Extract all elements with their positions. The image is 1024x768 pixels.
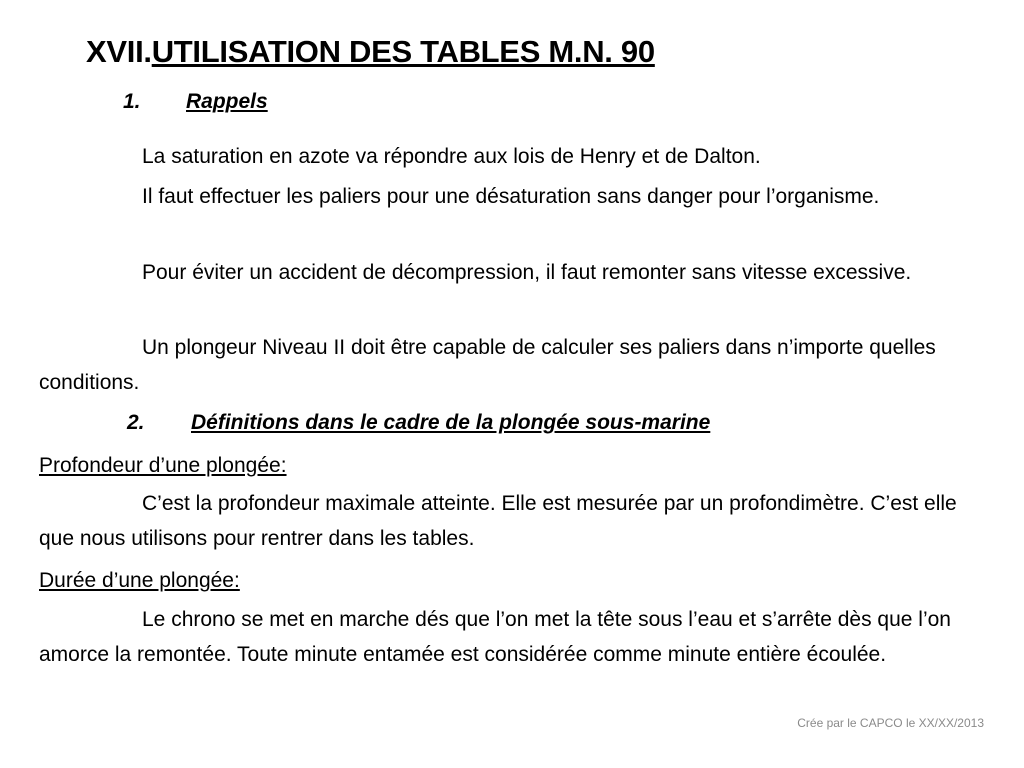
section-heading-rappels (123, 90, 268, 114)
definition-text: C’est la profondeur maximale atteinte. Elle est mesurée par un profondimètre. C’est elle que nous utilisons pour rentrer dans les tables. (39, 492, 957, 550)
paragraph: Il faut effectuer les paliers pour une désaturation sans danger pour l’organisme. (142, 185, 880, 208)
paragraph: La saturation en azote va répondre aux lois de Henry et de Dalton. (142, 145, 761, 168)
title-prefix: XVII. (86, 34, 152, 69)
section-number: 2. (127, 411, 145, 434)
section-label: Définitions dans le cadre de la plongée sous-marine (191, 411, 711, 434)
definition-term: Durée d’une plongée: (39, 569, 240, 592)
paragraph: Pour éviter un accident de décompression, il faut remonter sans vitesse excessive. (142, 261, 912, 284)
footer-credit: Crée par le CAPCO le XX/XX/2013 (797, 716, 984, 730)
definition-text: Le chrono se met en marche dés que l’on met la tête sous l’eau et s’arrête dès que l’on amorce la remontée. Toute minute entamée est considérée comme minute entière écoulée. (39, 608, 951, 666)
paragraph: Un plongeur Niveau II doit être capable de calculer ses paliers dans n’importe quelles conditions. (39, 336, 936, 394)
section-label: Rappels (186, 90, 268, 113)
definition-term: Profondeur d’une plongée: (39, 454, 287, 477)
slide-title (86, 34, 655, 70)
title-text: UTILISATION DES TABLES M.N. 90 (151, 34, 655, 69)
section-number: 1. (123, 90, 141, 113)
section-heading-definitions (127, 411, 711, 435)
